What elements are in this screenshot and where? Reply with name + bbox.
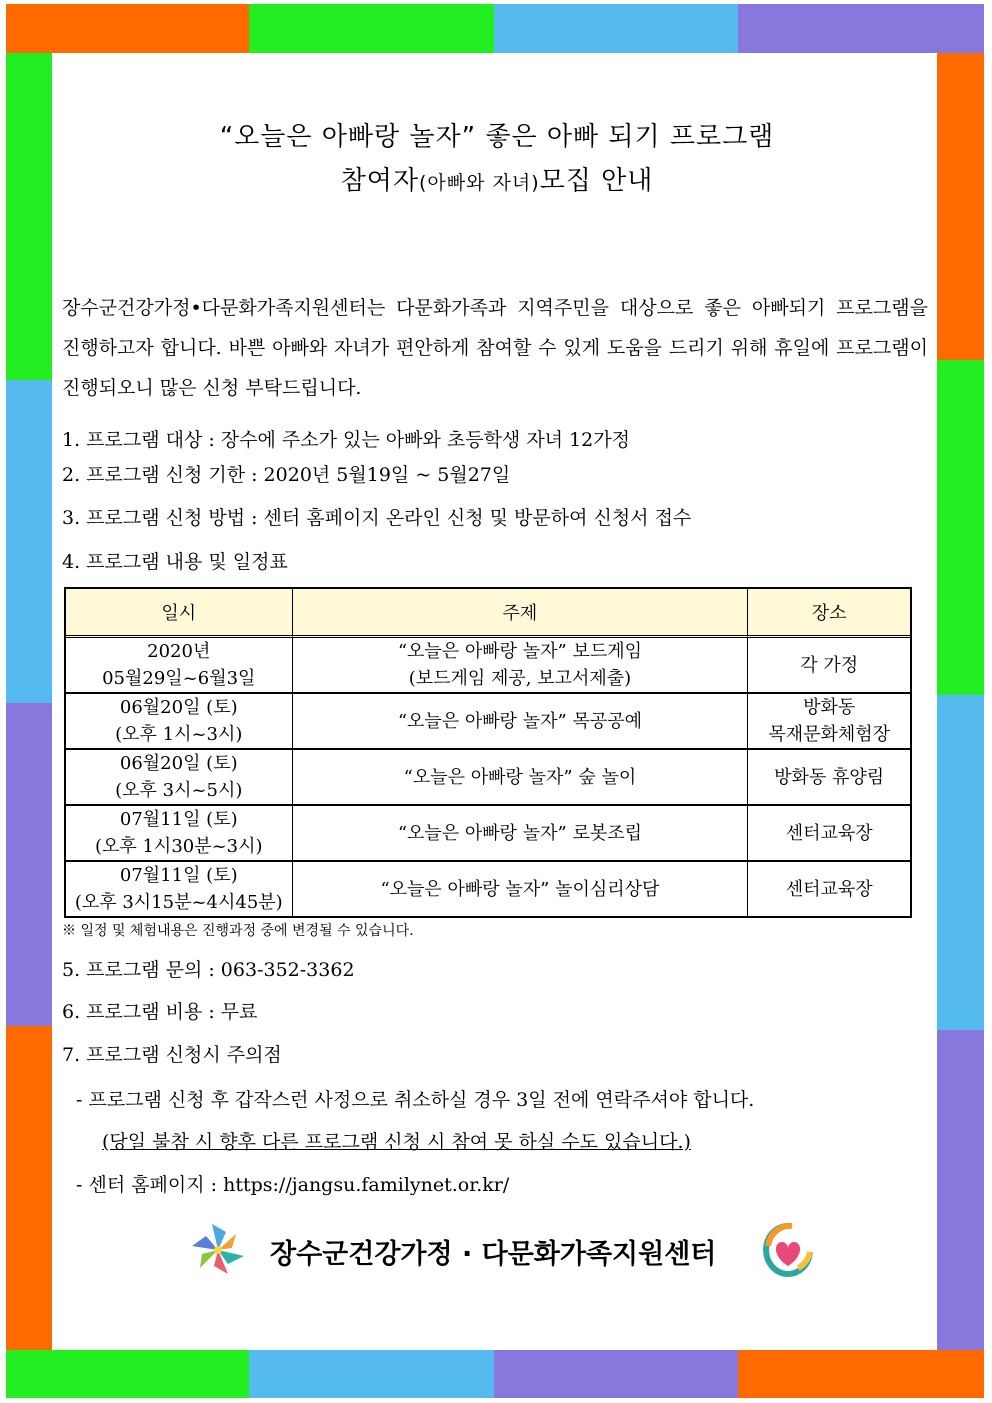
item-inquiry: 5. 프로그램 문의 : 063-352-3362 [62,959,355,981]
border-segment [937,53,984,360]
caution-absence: (당일 불참 시 향후 다른 프로그램 신청 시 참여 못 하실 수도 있습니다.) [102,1131,691,1153]
border-segment [6,703,52,1026]
table-row [66,638,910,692]
cell-line: “오늘은 아빠랑 놀자” 숲 놀이 [403,766,637,788]
cell-line: 방화동 [803,697,856,718]
cell-line: (오후 1시30분~3시) [94,836,263,857]
border-segment [249,1350,494,1398]
border-segment [6,380,52,703]
cell-line: 2020년 [147,641,211,662]
pinwheel-logo-icon [190,1222,246,1278]
cell-topic [292,692,748,748]
cell-place [747,860,910,916]
border-segment [6,1350,249,1398]
cell-line: (보드게임 제공, 보고서제출) [408,668,632,689]
cell-topic [292,804,748,860]
border-segment [6,53,52,380]
border-segment [937,360,984,695]
border-segment [494,4,738,53]
subtitle-part: 모집 안내 [539,166,654,196]
cell-date [66,860,292,916]
item-method: 3. 프로그램 신청 방법 : 센터 홈페이지 온라인 신청 및 방문하여 신청서 접수 [62,507,692,529]
item-cautions: 7. 프로그램 신청시 주의점 [62,1044,282,1066]
cell-line: 센터교육장 [785,878,873,900]
subtitle-small-part: (아빠와 자녀) [418,172,540,194]
cell-line: (오후 1시~3시) [115,724,243,745]
cell-line: “오늘은 아빠랑 놀자” 목공공예 [397,710,643,732]
table-row [66,804,910,860]
cell-date [66,748,292,804]
document-subtitle [62,160,932,197]
border-segment [937,695,984,1030]
document-title: “오늘은 아빠랑 놀자” 좋은 아빠 되기 프로그램 [219,122,775,152]
intro-paragraph: 장수군건강가정•다문화가족지원센터는 다문화가족과 지역주민을 대상으로 좋은 아빠되기 프로그램을 진행하고자 합니다. 바쁜 아빠와 자녀가 편안하게 참여할 수 있게 도움을 드리기 위해 휴일에 프로그램이 진행되오니 많은 신청 부탁드립니다. [62,297,928,399]
cell-line: 센터교육장 [785,822,873,844]
cell-place [747,638,910,692]
cell-line: 06월20일 (토) [119,753,238,774]
caution-homepage: - 센터 홈페이지 : https://jangsu.familynet.or.kr/ [76,1174,510,1196]
table-row [66,748,910,804]
cell-line: 05월29일~6월3일 [102,668,256,689]
cell-topic [292,860,748,916]
cell-line: “오늘은 아빠랑 놀자” 로봇조립 [397,822,643,844]
caution-cancel: - 프로그램 신청 후 갑작스런 사정으로 취소하실 경우 3일 전에 연락주셔야 합니다. [76,1089,755,1111]
table-header-row [66,589,910,638]
cell-line: (오후 3시~5시) [115,780,243,801]
item-target: 1. 프로그램 대상 : 장수에 주소가 있는 아빠와 초등학생 자녀 12가정 [62,429,630,451]
cell-line: 목재문화체험장 [768,724,891,745]
item-schedule-heading: 4. 프로그램 내용 및 일정표 [62,551,288,573]
cell-line: “오늘은 아빠랑 놀자” 보드게임 [397,641,643,662]
cell-date [66,692,292,748]
cell-topic [292,638,748,692]
cell-line: 06월20일 (토) [119,697,238,718]
footer-branding [190,1220,830,1280]
border-segment [6,1026,52,1350]
border-segment [249,4,494,53]
cell-topic [292,748,748,804]
schedule-table [64,587,912,918]
schedule-note: ※ 일정 및 체험내용은 진행과정 중에 변경될 수 있습니다. [62,923,414,939]
cell-line: 각 가정 [800,654,859,676]
subtitle-part: 참여자 [340,166,419,196]
cell-place [747,804,910,860]
organization-name: 장수군건강가정 · 다문화가족지원센터 [270,1239,717,1270]
item-deadline: 2. 프로그램 신청 기한 : 2020년 5월19일 ~ 5월27일 [62,464,511,486]
heart-circle-logo-icon [762,1222,814,1278]
header-topic: 주제 [292,589,748,638]
header-date: 일시 [66,589,292,638]
cell-place [747,692,910,748]
border-segment [494,1350,738,1398]
cell-line: 07월11일 (토) [119,865,238,886]
cell-place [747,748,910,804]
cell-line: 방화동 휴양림 [774,766,885,788]
border-segment [738,4,984,53]
header-place: 장소 [747,589,910,638]
item-cost: 6. 프로그램 비용 : 무료 [62,1001,258,1023]
border-segment [738,1350,984,1398]
cell-line: “오늘은 아빠랑 놀자” 놀이심리상담 [380,878,660,900]
table-row [66,692,910,748]
cell-date [66,638,292,692]
cell-line: (오후 3시15분~4시45분) [74,892,283,913]
border-segment [6,4,249,53]
cell-date [66,804,292,860]
cell-line: 07월11일 (토) [119,809,238,830]
border-segment [937,1030,984,1350]
table-row [66,860,910,916]
